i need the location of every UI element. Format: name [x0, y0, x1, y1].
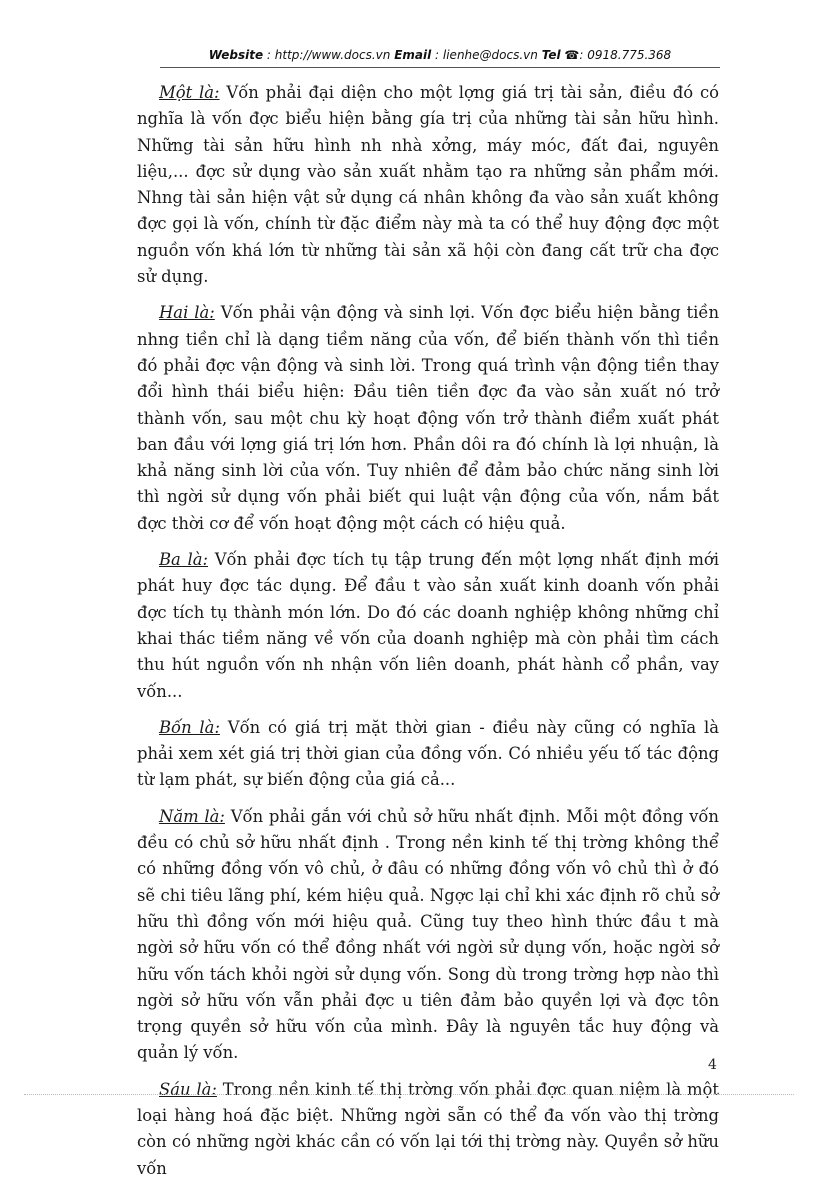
paragraph-text: Vốn có giá trị mặt thời gian - điều này cũng có nghĩa là phải xem xét giá trị thời gian của đồng vốn. Có nhiều yếu tố tác động từ lạm phát, sự biến động của giá cả...: [137, 717, 719, 790]
email-label: Email: [394, 48, 432, 62]
paragraph-lead: Ba là:: [159, 550, 209, 570]
paragraph-2: [137, 300, 719, 537]
paragraph-text: Vốn phải vận động và sinh lợi. Vốn đợc biểu hiện bằng tiền nhng tiền chỉ là dạng tiềm năng của vốn, để biến thành vốn thì tiền đó phải đợc vận động và sinh lời. Trong quá trình vận động tiền thay đổi hình thái biểu hiện: Đầu tiên tiền đợc đa vào sản xuất nó trở thành vốn, sau một chu kỳ hoạt động vốn trở thành điểm xuất phát ban đầu với lợng giá trị lớn hơn. Phần dôi ra đó chính là lợi nhuận, là khả năng sinh lời của vốn. Tuy nhiên để đảm bảo chức năng sinh lời thì ngời sử dụng vốn phải biết qui luật vận động của vốn, nắm bắt đợc thời cơ để vốn hoạt động một cách có hiệu quả.: [137, 303, 720, 533]
paragraph-6: [137, 1077, 719, 1182]
footer-rule: [24, 1094, 794, 1095]
page-number: 4: [708, 1057, 717, 1073]
paragraph-text: Vốn phải gắn với chủ sở hữu nhất định. Mỗi một đồng vốn đều có chủ sở hữu nhất định . Trong nền kinh tế thị trờng không thể có những đồng vốn vô chủ, ở đâu có những đồng vốn vô chủ thì ở đó sẽ chi tiêu lãng phí, kém hiệu quả. Ngợc lại chỉ khi xác định rõ chủ sở hữu thì đồng vốn mới hiệu quả. Cũng tuy theo hình thức đầu t mà ngời sở hữu vốn có thể đồng nhất với ngời sử dụng vốn, hoặc ngời sở hữu vốn tách khỏi ngời sử dụng vốn. Song dù trong trờng hợp nào thì ngời sở hữu vốn vẫn phải đợc u tiên đảm bảo quyền lợi và đợc tôn trọng quyền sở hữu vốn của mình. Đây là nguyên tắc huy động và quản lý vốn.: [137, 806, 719, 1063]
header-rule: [160, 67, 720, 68]
document-body: [137, 80, 719, 1192]
tel-value: : 0918.775.368: [579, 48, 672, 62]
paragraph-text: Vốn phải đại diện cho một lợng giá trị tài sản, điều đó có nghĩa là vốn đợc biểu hiện bằng gía trị của những tài sản hữu hình. Những tài sản hữu hình nh nhà xởng, máy móc, đất đai, nguyên liệu,... đợc sử dụng vào sản xuất nhằm tạo ra những sản phẩm mới. Nhng tài sản hiện vật sử dụng cá nhân không đa vào sản xuất không đợc gọi là vốn, chính từ đặc điểm này mà ta có thể huy động đợc một nguồn vốn khá lớn từ những tài sản xã hội còn đang cất trữ cha đợc sử dụng.: [137, 83, 720, 287]
tel-label: Tel: [541, 48, 561, 62]
website-value: : http://www.docs.vn: [263, 48, 395, 62]
paragraph-4: [137, 715, 719, 794]
paragraph-lead: Một là:: [159, 83, 220, 102]
website-label: Website: [208, 48, 264, 62]
paragraph-lead: Năm là:: [159, 806, 225, 826]
paragraph-3: [137, 547, 719, 705]
paragraph-1: [137, 80, 719, 290]
email-value: : lienhe@docs.vn: [431, 48, 542, 62]
phone-icon: ☎: [564, 48, 580, 62]
paragraph-text: Vốn phải đợc tích tụ tập trung đến một lợng nhất định mới phát huy đợc tác dụng. Để đầu t vào sản xuất kinh doanh vốn phải đợc tích tụ thành món lớn. Do đó các doanh nghiệp không những chỉ khai thác tiềm năng về vốn của doanh nghiệp mà còn phải tìm cách thu hút nguồn vốn nh nhận vốn liên doanh, phát hành cổ phần, vay vốn...: [137, 550, 719, 701]
paragraph-lead: Hai là:: [159, 303, 215, 323]
page-header: [160, 48, 720, 62]
paragraph-text: Trong nền kinh tế thị trờng vốn phải đợc quan niệm là một loại hàng hoá đặc biệt. Những ngời sẵn có thể đa vốn vào thị trờng còn có những ngời khác cần có vốn lại tới thị trờng này. Quyền sở hữu vốn: [137, 1079, 719, 1178]
paragraph-lead: Bốn là:: [159, 717, 220, 737]
paragraph-lead: Sáu là:: [159, 1079, 217, 1099]
paragraph-5: [137, 804, 719, 1067]
